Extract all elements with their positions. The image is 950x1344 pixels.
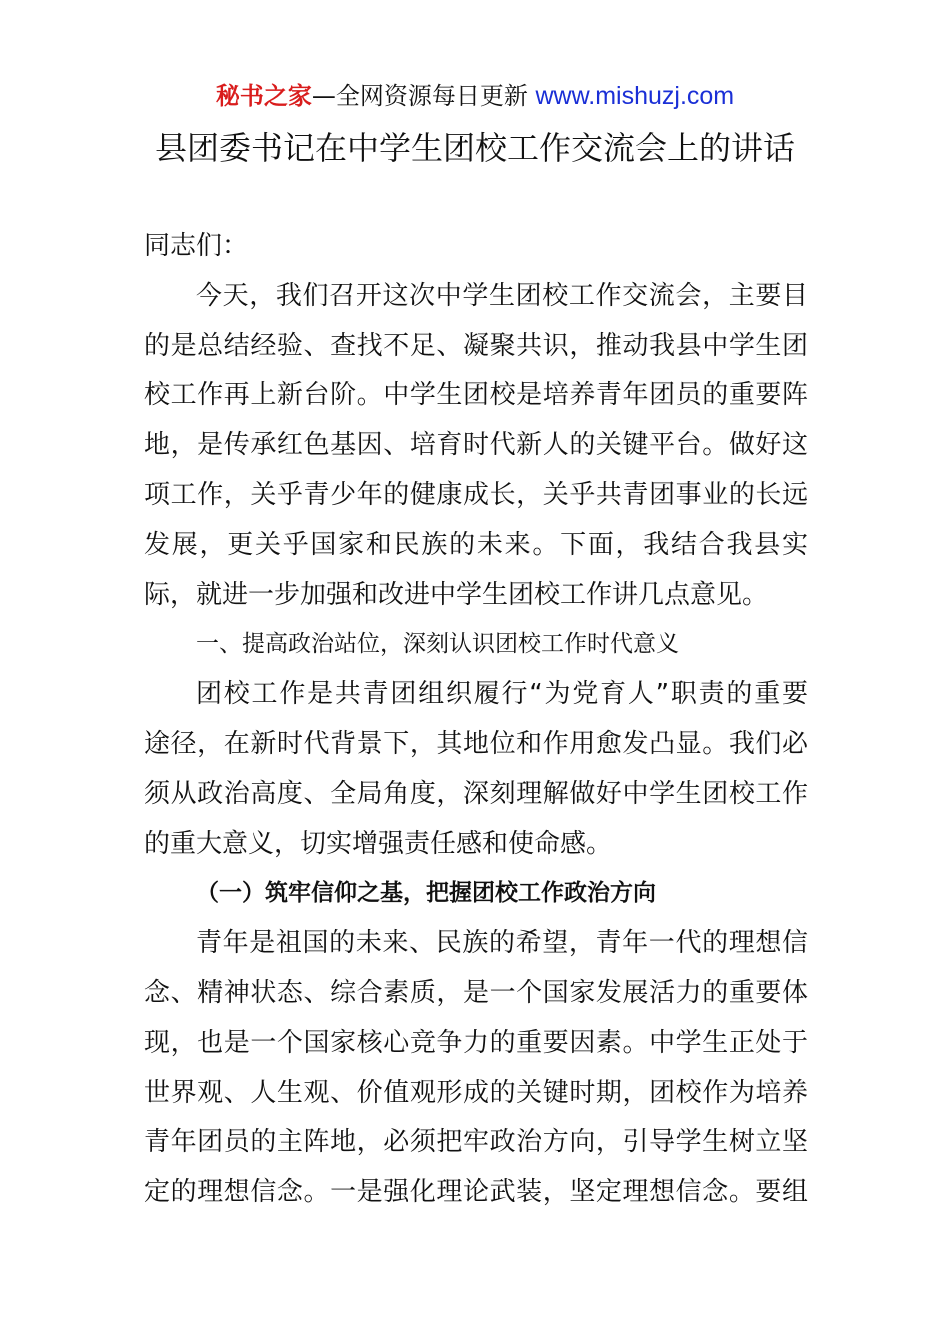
paragraph-line: 今天，我们召开这次中学生团校工作交流会，主要目 <box>196 280 808 311</box>
paragraph-line: 项工作，关乎青少年的健康成长，关乎共青团事业的长远 <box>144 479 808 510</box>
paragraph-line: 际，就进一步加强和改进中学生团校工作讲几点意见。 <box>144 579 769 610</box>
section-heading: 一、提高政治站位，深刻认识团校工作时代意义 <box>196 631 679 658</box>
document-title: 县团委书记在中学生团校工作交流会上的讲话 <box>154 129 795 167</box>
site-header <box>0 80 950 112</box>
paragraph-line: 的重大意义，切实增强责任感和使命感。 <box>144 828 613 859</box>
paragraph-line: 校工作再上新台阶。中学生团校是培养青年团员的重要阵 <box>144 380 808 411</box>
paragraph-line: 须从政治高度、全局角度，深刻理解做好中学生团校工作 <box>144 778 808 809</box>
document-body <box>144 222 808 1218</box>
paragraph-line: 地，是传承红色基因、培育时代新人的关键平台。做好这 <box>144 430 808 461</box>
paragraph-line: 念、精神状态、综合素质，是一个国家发展活力的重要体 <box>144 977 808 1008</box>
paragraph-line: 青年团员的主阵地，必须把牢政治方向，引导学生树立坚 <box>144 1127 808 1158</box>
paragraph-line: 途径，在新时代背景下，其地位和作用愈发凸显。我们必 <box>144 728 808 759</box>
paragraph-line: 发展，更关乎国家和民族的未来。下面，我结合我县实 <box>144 529 808 560</box>
paragraph-line: 定的理想信念。一是强化理论武装，坚定理想信念。要组 <box>144 1177 808 1208</box>
paragraph-line: 世界观、人生观、价值观形成的关键时期，团校作为培养 <box>144 1077 808 1108</box>
paragraph-line: 青年是祖国的未来、民族的希望，青年一代的理想信 <box>196 928 808 959</box>
site-url-link[interactable]: www.mishuzj.com <box>535 82 735 110</box>
subsection-heading: （一）筑牢信仰之基，把握团校工作政治方向 <box>196 880 656 907</box>
paragraph-line: 团校工作是共青团组织履行“为党育人”职责的重要 <box>196 679 808 710</box>
header-tagline: —全网资源每日更新 <box>311 82 536 110</box>
paragraph-line: 的是总结经验、查找不足、凝聚共识，推动我县中学生团 <box>144 330 808 361</box>
salutation: 同志们： <box>144 231 249 261</box>
brand-name: 秘书之家 <box>215 82 312 110</box>
paragraph-line: 现，也是一个国家核心竞争力的重要因素。中学生正处于 <box>144 1027 808 1058</box>
